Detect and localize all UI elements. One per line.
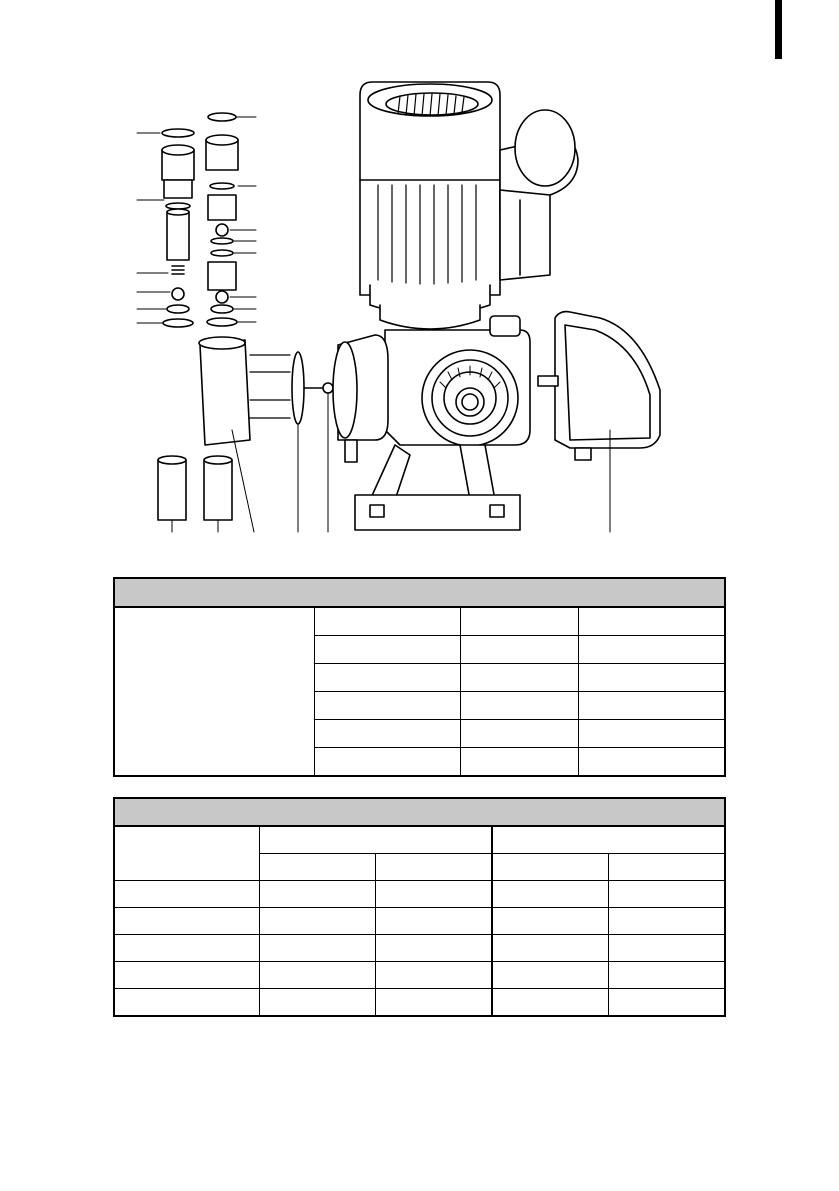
table-cell: [461, 664, 579, 692]
table-cell: [259, 908, 375, 935]
diaphragm-icon: [292, 335, 388, 462]
cover-icon: [538, 312, 660, 460]
table-cell: [114, 989, 259, 1017]
table-cell: [375, 935, 492, 962]
table-cell: [579, 607, 725, 636]
table-cell: [492, 881, 608, 908]
table-cell: [608, 881, 725, 908]
pump-motor-icon: [360, 82, 578, 329]
table-cell: [492, 989, 608, 1017]
table-cell: [608, 935, 725, 962]
table-cell: [259, 935, 375, 962]
valve-assembly-icon: [158, 113, 238, 520]
table-cell: [114, 935, 259, 962]
table-1: [113, 577, 726, 777]
table-cell: [492, 962, 608, 989]
table-cell: [461, 748, 579, 777]
table-cell: [461, 607, 579, 636]
table-cell: [579, 748, 725, 777]
table-cell: [375, 962, 492, 989]
table-cell: [375, 908, 492, 935]
table-cell: [375, 854, 492, 881]
table-cell: [461, 692, 579, 720]
table-cell: [492, 854, 608, 881]
table-cell: [608, 989, 725, 1017]
table-2-header: [114, 798, 725, 826]
table-cell: [579, 720, 725, 748]
table-cell: [314, 636, 460, 664]
table-cell: [375, 989, 492, 1017]
table-cell: [492, 826, 725, 854]
table-cell: [492, 935, 608, 962]
table-cell: [579, 692, 725, 720]
table-cell: [608, 854, 725, 881]
table-cell: [608, 908, 725, 935]
table-cell: [114, 962, 259, 989]
table-cell: [314, 664, 460, 692]
table-cell: [461, 636, 579, 664]
table-cell: [314, 720, 460, 748]
table-cell: [114, 881, 259, 908]
table-2: [113, 797, 726, 1017]
table-1-header: [114, 578, 725, 607]
table-cell: [314, 748, 460, 777]
table-1-label-cell: [114, 607, 314, 776]
table-cell: [461, 720, 579, 748]
table-cell: [259, 881, 375, 908]
table-cell: [375, 881, 492, 908]
pump-head-icon: [199, 337, 290, 445]
table-cell: [579, 664, 725, 692]
table-cell: [259, 989, 375, 1017]
table-cell: [114, 826, 259, 881]
table-cell: [492, 908, 608, 935]
table-cell: [114, 908, 259, 935]
table-cell: [608, 962, 725, 989]
table-cell: [259, 854, 375, 881]
table-cell: [314, 607, 460, 636]
table-cell: [259, 962, 375, 989]
pump-exploded-diagram: [0, 0, 839, 560]
table-cell: [579, 636, 725, 664]
table-cell: [259, 826, 492, 854]
table-cell: [314, 692, 460, 720]
